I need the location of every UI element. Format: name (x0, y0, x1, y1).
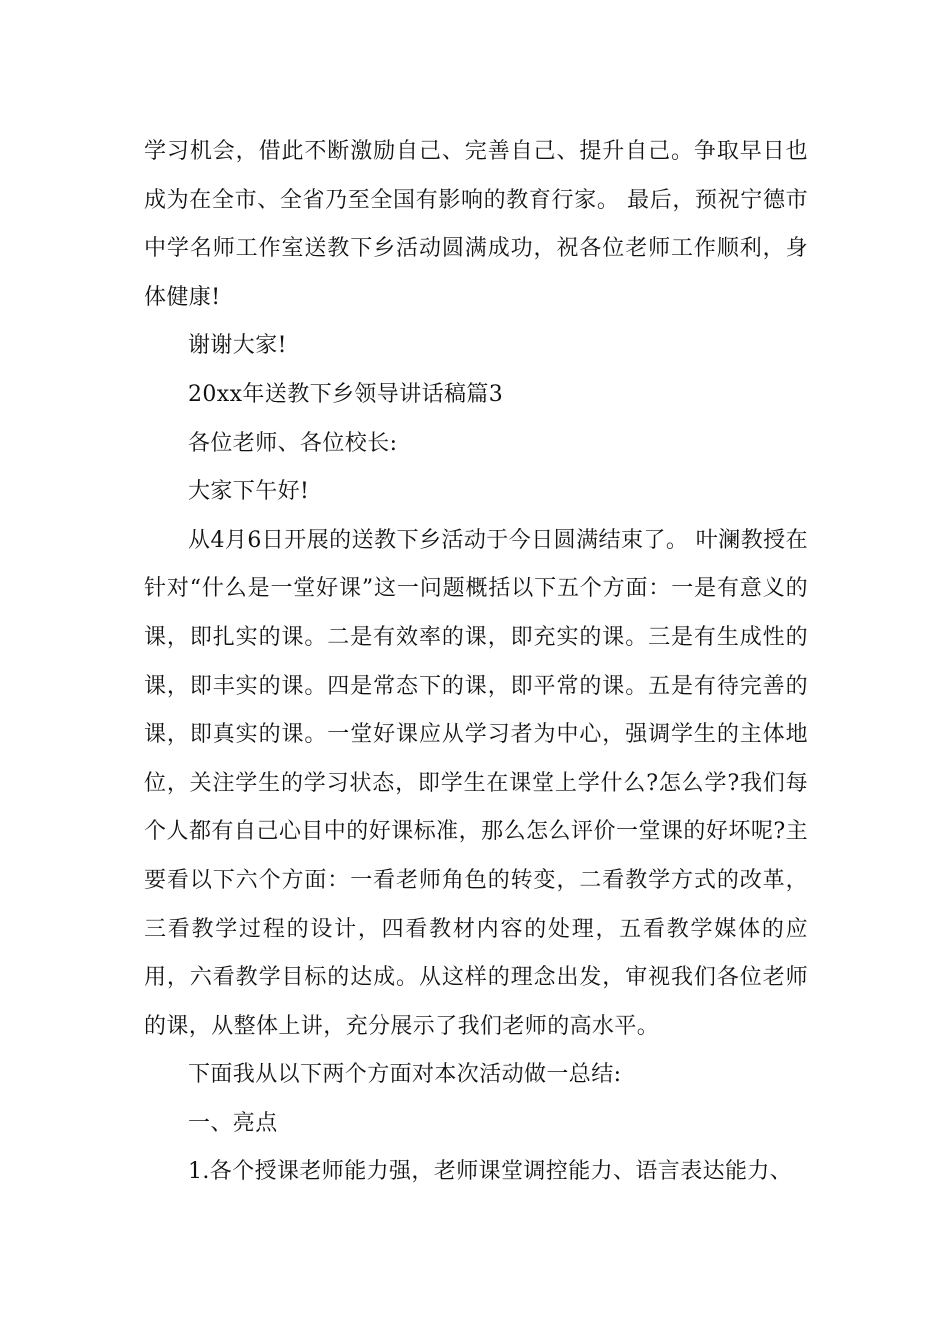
paragraph-summary-intro: 下面我从以下两个方面对本次活动做一总结: (188, 1062, 622, 1088)
paragraph-continuation: 学习机会，借此不断激励自己、完善自己、提升自己。争取早日也成为在全市、全省乃至全国有影响的教育行家。 最后，预祝宁德市中学名师工作室送教下乡活动圆满成功，祝各位老师工作顺利，身体健康! (144, 139, 808, 310)
list-item-1: 1.各个授课老师能力强，老师课堂调控能力、语言表达能力、 (188, 1159, 793, 1185)
salutation: 各位老师、各位校长: (188, 430, 398, 456)
paragraph-thanks: 谢谢大家! (188, 333, 287, 359)
paragraph-main: 从4月6日开展的送教下乡活动于今日圆满结束了。 叶澜教授在针对“什么是一堂好课”这一问题概括以下五个方面：一是有意义的课，即扎实的课。二是有效率的课，即充实的课。三是有生成性的课，即丰实的课。四是常态下的课，即平常的课。五是有待完善的课，即真实的课。一堂好课应从学习者为中心，强调学生的主体地位，关注学生的学习状态，即学生在课堂上学什么?怎么学?我们每个人都有自己心目中的好课标准，那么怎么评价一堂课的好坏呢?主要看以下六个方面：一看老师角色的转变，二看教学方式的改革，三看教学过程的设计，四看教材内容的处理，五看教学媒体的应用，六看教学目标的达成。从这样的理念出发，审视我们各位老师的课，从整体上讲，充分展示了我们老师的高水平。 (144, 527, 808, 1039)
heading-highlights: 一、亮点 (188, 1110, 278, 1136)
greeting: 大家下午好! (188, 479, 310, 505)
section-title: 20xx年送教下乡领导讲话稿篇3 (188, 381, 504, 407)
document-body (144, 128, 808, 1197)
